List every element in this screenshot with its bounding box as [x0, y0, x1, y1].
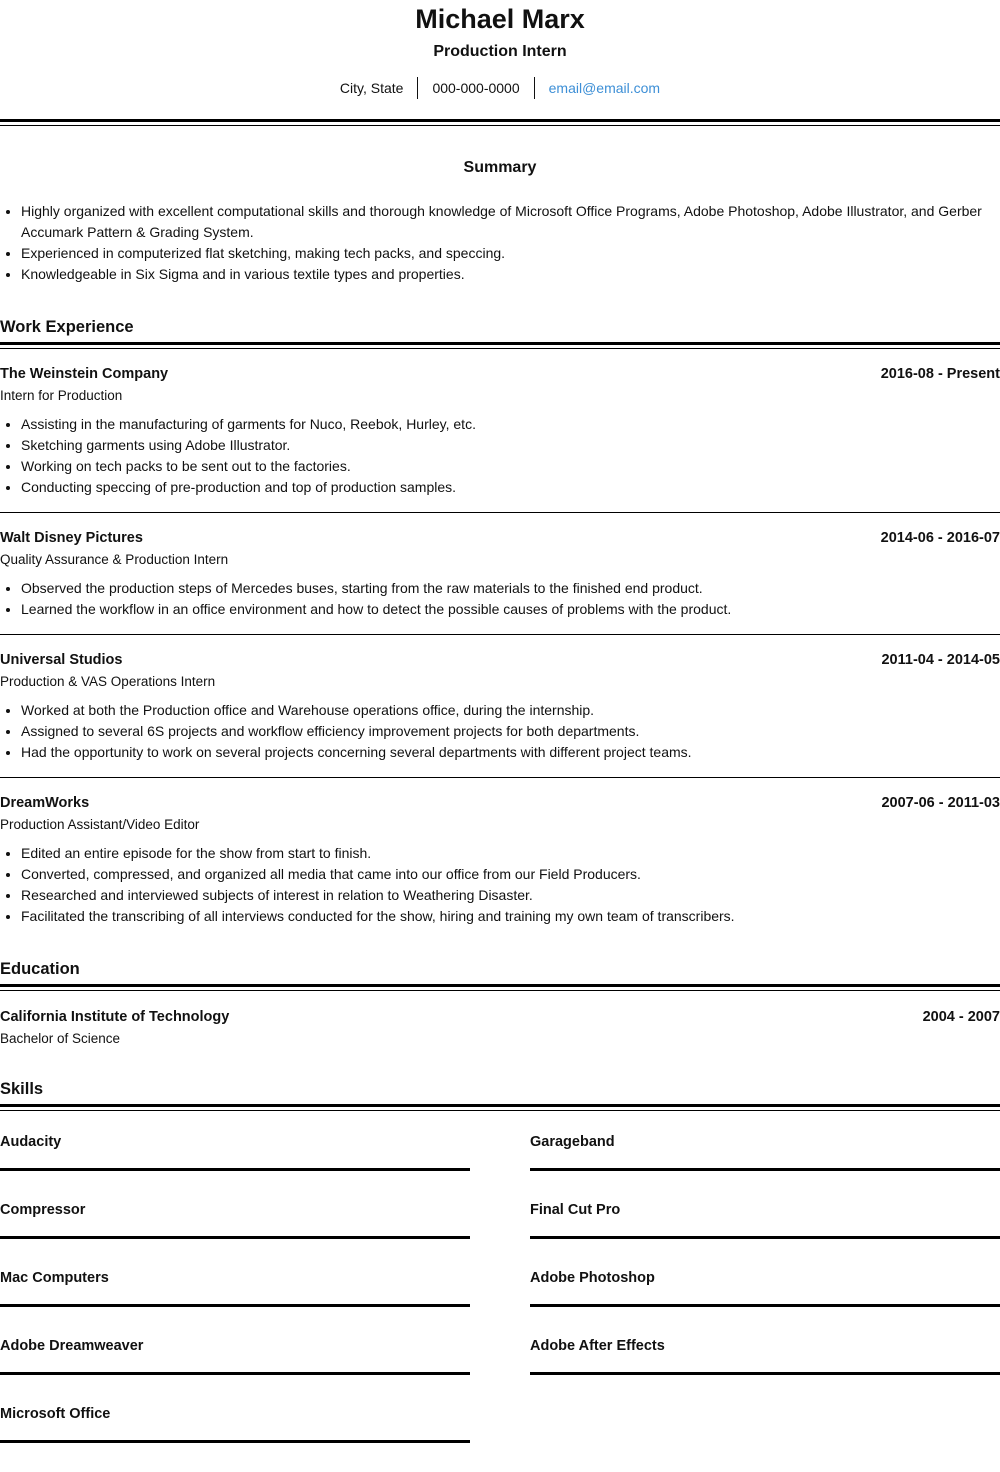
section-divider	[0, 342, 1000, 349]
skill-name: Audacity	[0, 1134, 62, 1150]
job-duty: • Assigned to several 6S projects and workflow efficiency improvement projects for both departments.	[21, 721, 1000, 742]
education-dates: 2004 - 2007	[922, 1009, 1000, 1025]
education-title: Education	[0, 960, 80, 978]
skill-level-bar	[530, 1372, 1000, 1375]
skill-level-bar	[0, 1304, 470, 1307]
job-duty: • Converted, compressed, and organized all media that came into our office from our Field Producers.	[21, 864, 1000, 885]
job-duty: • Researched and interviewed subjects of interest in relation to Weathering Disaster.	[21, 885, 1000, 906]
education-degree: Bachelor of Science	[0, 1031, 121, 1046]
summary-item: • Highly organized with excellent computational skills and thorough knowledge of Microsoft Office Programs, Adobe Photoshop, Adobe Illustrator, and Gerber Accumark Pattern & Grading System.	[21, 201, 1000, 243]
work-experience-title: Work Experience	[0, 318, 134, 336]
job-company: Universal Studios	[0, 652, 123, 668]
skill-name: Compressor	[0, 1202, 86, 1218]
skill-level-bar	[0, 1440, 470, 1443]
header-divider	[0, 119, 1000, 126]
summary-item: • Experienced in computerized flat sketching, making tech packs, and speccing.	[21, 243, 1000, 264]
skill-level-bar	[530, 1236, 1000, 1239]
contact-line	[0, 77, 1000, 99]
summary-section	[0, 157, 1000, 285]
job-company: DreamWorks	[0, 795, 90, 811]
section-divider	[0, 984, 1000, 991]
job-duty: • Conducting speccing of pre-production and top of production samples.	[21, 477, 1000, 498]
job-duties	[0, 700, 1000, 763]
job-duty: • Worked at both the Production office and Warehouse operations office, during the internship.	[21, 700, 1000, 721]
job-role: Production Assistant/Video Editor	[0, 817, 200, 832]
job-duty: • Working on tech packs to be sent out to the factories.	[21, 456, 1000, 477]
skill-name: Adobe Photoshop	[530, 1270, 655, 1286]
contact-location: City, State	[339, 80, 404, 96]
skills-section	[0, 1078, 1000, 1472]
skills-grid	[0, 1132, 1000, 1472]
job-duty: • Learned the workflow in an office environment and how to detect the possible causes of problems with the product.	[21, 599, 1000, 620]
skill-name: Mac Computers	[0, 1270, 109, 1286]
job-entry	[0, 349, 1000, 512]
summary-list	[0, 201, 1000, 285]
candidate-name: Michael Marx	[415, 4, 585, 34]
skill-item	[0, 1132, 470, 1200]
resume-header	[0, 0, 1000, 99]
job-duty: • Sketching garments using Adobe Illustrator.	[21, 435, 1000, 456]
skill-name: Adobe After Effects	[530, 1338, 665, 1354]
skill-name: Final Cut Pro	[530, 1202, 621, 1218]
job-duty: • Edited an entire episode for the show from start to finish.	[21, 843, 1000, 864]
skill-item	[530, 1268, 1000, 1336]
job-duty: • Had the opportunity to work on several projects concerning several departments with different project teams.	[21, 742, 1000, 763]
skill-item	[0, 1268, 470, 1336]
section-divider	[0, 1104, 1000, 1111]
job-role: Quality Assurance & Production Intern	[0, 552, 229, 567]
skill-item	[0, 1200, 470, 1268]
job-dates: 2007-06 - 2011-03	[881, 795, 1000, 811]
job-company: The Weinstein Company	[0, 366, 169, 382]
skill-level-bar	[0, 1236, 470, 1239]
job-duties	[0, 414, 1000, 498]
education-entry	[0, 991, 1000, 1049]
job-entry	[0, 634, 1000, 777]
skill-item	[530, 1132, 1000, 1200]
job-entry	[0, 512, 1000, 634]
skill-level-bar	[0, 1168, 470, 1171]
skill-level-bar	[530, 1304, 1000, 1307]
skill-level-bar	[0, 1372, 470, 1375]
job-duty: • Assisting in the manufacturing of garments for Nuco, Reebok, Hurley, etc.	[21, 414, 1000, 435]
contact-phone: 000-000-0000	[432, 80, 520, 96]
job-duty: • Observed the production steps of Mercedes buses, starting from the raw materials to the finished end product.	[21, 578, 1000, 599]
education-section	[0, 958, 1000, 1049]
skill-item	[0, 1336, 470, 1404]
candidate-title: Production Intern	[433, 43, 567, 60]
job-duty: • Facilitated the transcribing of all interviews conducted for the show, hiring and training my own team of transcribers.	[21, 906, 1000, 927]
job-duties	[0, 843, 1000, 927]
education-school: California Institute of Technology	[0, 1009, 230, 1025]
skill-item	[530, 1336, 1000, 1404]
skill-name: Garageband	[530, 1134, 615, 1150]
job-role: Production & VAS Operations Intern	[0, 674, 216, 689]
skill-level-bar	[530, 1168, 1000, 1171]
job-company: Walt Disney Pictures	[0, 530, 143, 546]
job-dates: 2014-06 - 2016-07	[880, 530, 1000, 546]
work-experience-section	[0, 316, 1000, 941]
skill-item	[0, 1404, 470, 1472]
skill-item	[530, 1200, 1000, 1268]
job-entry	[0, 777, 1000, 941]
job-role: Intern for Production	[0, 388, 123, 403]
skill-name: Adobe Dreamweaver	[0, 1338, 144, 1354]
summary-item: • Knowledgeable in Six Sigma and in various textile types and properties.	[21, 264, 1000, 285]
summary-title: Summary	[463, 159, 537, 176]
job-dates: 2011-04 - 2014-05	[881, 652, 1000, 668]
skills-title: Skills	[0, 1080, 44, 1098]
job-dates: 2016-08 - Present	[880, 366, 1000, 382]
contact-email-link[interactable]: email@email.com	[548, 80, 661, 96]
job-duties	[0, 578, 1000, 620]
skill-name: Microsoft Office	[0, 1406, 111, 1422]
